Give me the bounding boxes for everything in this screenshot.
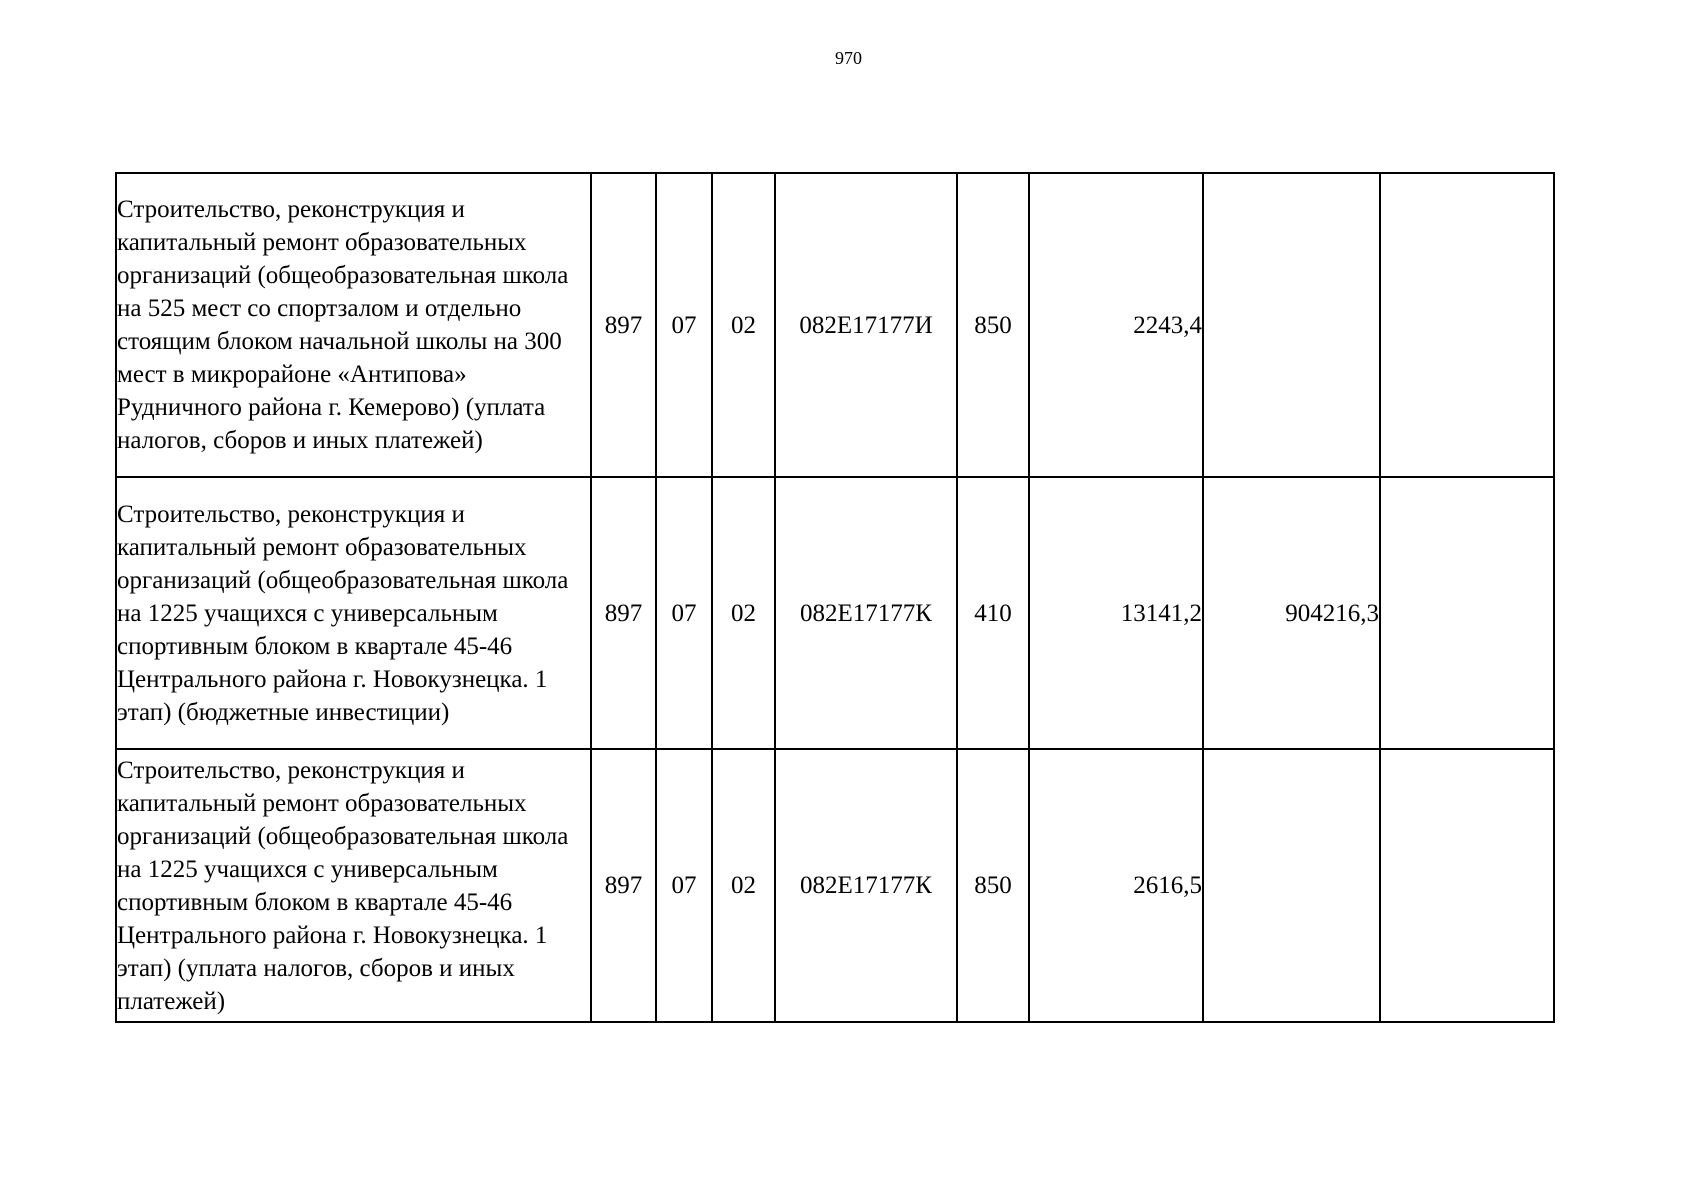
ministry-code-cell: 897 bbox=[591, 749, 656, 1022]
amount-cell-2: 904216,3 bbox=[1203, 477, 1380, 749]
section-code-cell: 07 bbox=[656, 173, 712, 477]
section-code-cell: 07 bbox=[656, 749, 712, 1022]
expense-type-cell: 410 bbox=[957, 477, 1029, 749]
target-article-cell: 082E17177К bbox=[775, 749, 957, 1022]
amount-cell-2 bbox=[1203, 749, 1380, 1022]
amount-cell-3 bbox=[1380, 749, 1554, 1022]
section-code-cell: 07 bbox=[656, 477, 712, 749]
amount-cell-3 bbox=[1380, 173, 1554, 477]
amount-cell-2 bbox=[1203, 173, 1380, 477]
expense-type-cell: 850 bbox=[957, 173, 1029, 477]
budget-table bbox=[115, 172, 1555, 1023]
expense-name-cell: Строительство, реконструкция и капитальный ремонт образовательных организаций (общеобразовательная школа на 525 мест со спортзалом и отдельно стоящим блоком начальной школы на 300 мест в микрорайоне «Антипова» Рудничного района г. Кемерово) (уплата налогов, сборов и иных платежей) bbox=[116, 173, 591, 477]
table-row bbox=[116, 477, 1554, 749]
expense-type-cell: 850 bbox=[957, 749, 1029, 1022]
subsection-code-cell: 02 bbox=[712, 477, 775, 749]
ministry-code-cell: 897 bbox=[591, 173, 656, 477]
table-row bbox=[116, 173, 1554, 477]
amount-cell-1: 2243,4 bbox=[1029, 173, 1203, 477]
subsection-code-cell: 02 bbox=[712, 173, 775, 477]
amount-cell-1: 13141,2 bbox=[1029, 477, 1203, 749]
expense-name-cell: Строительство, реконструкция и капитальный ремонт образовательных организаций (общеобразовательная школа на 1225 учащихся с универсальным спортивным блоком в квартале 45-46 Центрального района г. Новокузнецка. 1 этап) (уплата налогов, сборов и иных платежей) bbox=[116, 749, 591, 1022]
table-row bbox=[116, 749, 1554, 1022]
target-article-cell: 082E17177И bbox=[775, 173, 957, 477]
amount-cell-3 bbox=[1380, 477, 1554, 749]
ministry-code-cell: 897 bbox=[591, 477, 656, 749]
target-article-cell: 082E17177К bbox=[775, 477, 957, 749]
page-number: 970 bbox=[835, 48, 862, 68]
amount-cell-1: 2616,5 bbox=[1029, 749, 1203, 1022]
expense-name-cell: Строительство, реконструкция и капитальный ремонт образовательных организаций (общеобразовательная школа на 1225 учащихся с универсальным спортивным блоком в квартале 45-46 Центрального района г. Новокузнецка. 1 этап) (бюджетные инвестиции) bbox=[116, 477, 591, 749]
subsection-code-cell: 02 bbox=[712, 749, 775, 1022]
